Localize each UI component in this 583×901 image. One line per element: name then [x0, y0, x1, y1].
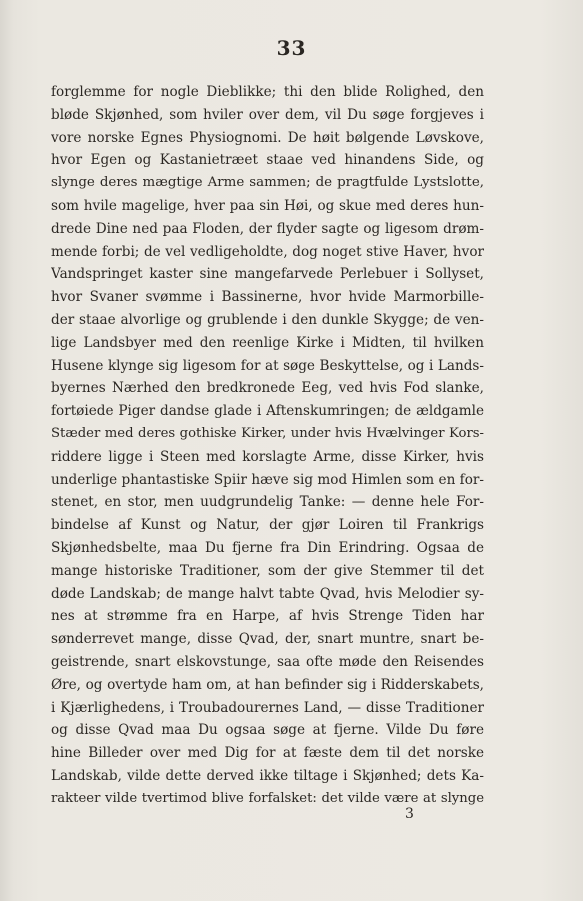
text-line: hvor Svaner svømme i Bassinerne, hvor hvide Marmorbille-: [51, 289, 484, 306]
text-line: og disse Qvad maa Du ogsaa søge at fjerne. Vilde Du føre: [51, 722, 484, 739]
text-line: rakteer vilde tvertimod blive forfalsket: det vilde være at slynge: [51, 790, 484, 806]
text-line: hine Billeder over med Dig for at fæste dem til det norske: [51, 745, 484, 762]
text-line: bindelse af Kunst og Natur, der gjør Loiren til Frankrigs: [51, 517, 484, 534]
text-line: vore norske Egnes Physiognomi. De høit bølgende Løvskove,: [51, 129, 484, 146]
text-line: Husene klynge sig ligesom for at søge Beskyttelse, og i Lands-: [51, 357, 484, 374]
text-line: nes at strømme fra en Harpe, af hvis Strenge Tiden har: [51, 608, 484, 625]
text-line: i Kjærlighedens, i Troubadourernes Land, — disse Traditioner: [51, 699, 484, 716]
text-line: riddere ligge i Steen med korslagte Arme, disse Kirker, hvis: [51, 448, 484, 465]
text-line: Stæder med deres gothiske Kirker, under hvis Hvælvinger Kors-: [51, 425, 484, 441]
page-number: 33: [276, 36, 307, 60]
text-line: bløde Skjønhed, som hviler over dem, vil Du søge forgjeves i: [51, 106, 484, 123]
text-line: stenet, en stor, men uudgrundelig Tanke: — denne hele For-: [51, 494, 484, 511]
text-line: underlige phantastiske Spiir hæve sig mod Himlen som en for-: [51, 471, 484, 488]
signature-mark: 3: [405, 806, 414, 822]
text-line: byernes Nærhed den bredkronede Eeg, ved hvis Fod slanke,: [51, 380, 484, 397]
text-line: døde Landskab; de mange halvt tabte Qvad, hvis Melodier sy-: [51, 585, 484, 602]
text-line: der staae alvorlige og grublende i den dunkle Skygge; de ven-: [51, 311, 484, 328]
body-text: [51, 81, 484, 811]
text-line: drede Dine ned paa Floden, der flyder sagte og ligesom drøm-: [51, 220, 484, 237]
text-line: Landskab, vilde dette derved ikke tiltage i Skjønhed; dets Ka-: [51, 767, 484, 784]
text-line: Øre, og overtyde ham om, at han befinder sig i Ridderskabets,: [51, 676, 484, 693]
text-line: geistrende, snart elskovstunge, saa ofte møde den Reisendes: [51, 653, 484, 670]
text-line: forglemme for nogle Dieblikke; thi den blide Rolighed, den: [51, 84, 484, 100]
text-line: sønderrevet mange, disse Qvad, der, snart muntre, snart be-: [51, 631, 484, 648]
text-line: lige Landsbyer med den reenlige Kirke i Midten, til hvilken: [51, 334, 484, 351]
text-line: Skjønhedsbelte, maa Du fjerne fra Din Erindring. Ogsaa de: [51, 539, 484, 556]
text-line: Vandspringet kaster sine mangefarvede Perlebuer i Sollyset,: [51, 266, 484, 283]
text-line: mange historiske Traditioner, som der give Stemmer til det: [51, 562, 484, 579]
text-line: hvor Egen og Kastanietræet staae ved hinandens Side, og: [51, 152, 484, 169]
text-line: som hvile magelige, hver paa sin Høi, og skue med deres hun-: [51, 197, 484, 214]
text-line: fortøiede Piger dandse glade i Aftenskumringen; de ældgamle: [51, 403, 484, 420]
text-line: slynge deres mægtige Arme sammen; de pragtfulde Lystslotte,: [51, 175, 484, 191]
text-line: mende forbi; de vel vedligeholdte, dog noget stive Haver, hvor: [51, 243, 484, 260]
